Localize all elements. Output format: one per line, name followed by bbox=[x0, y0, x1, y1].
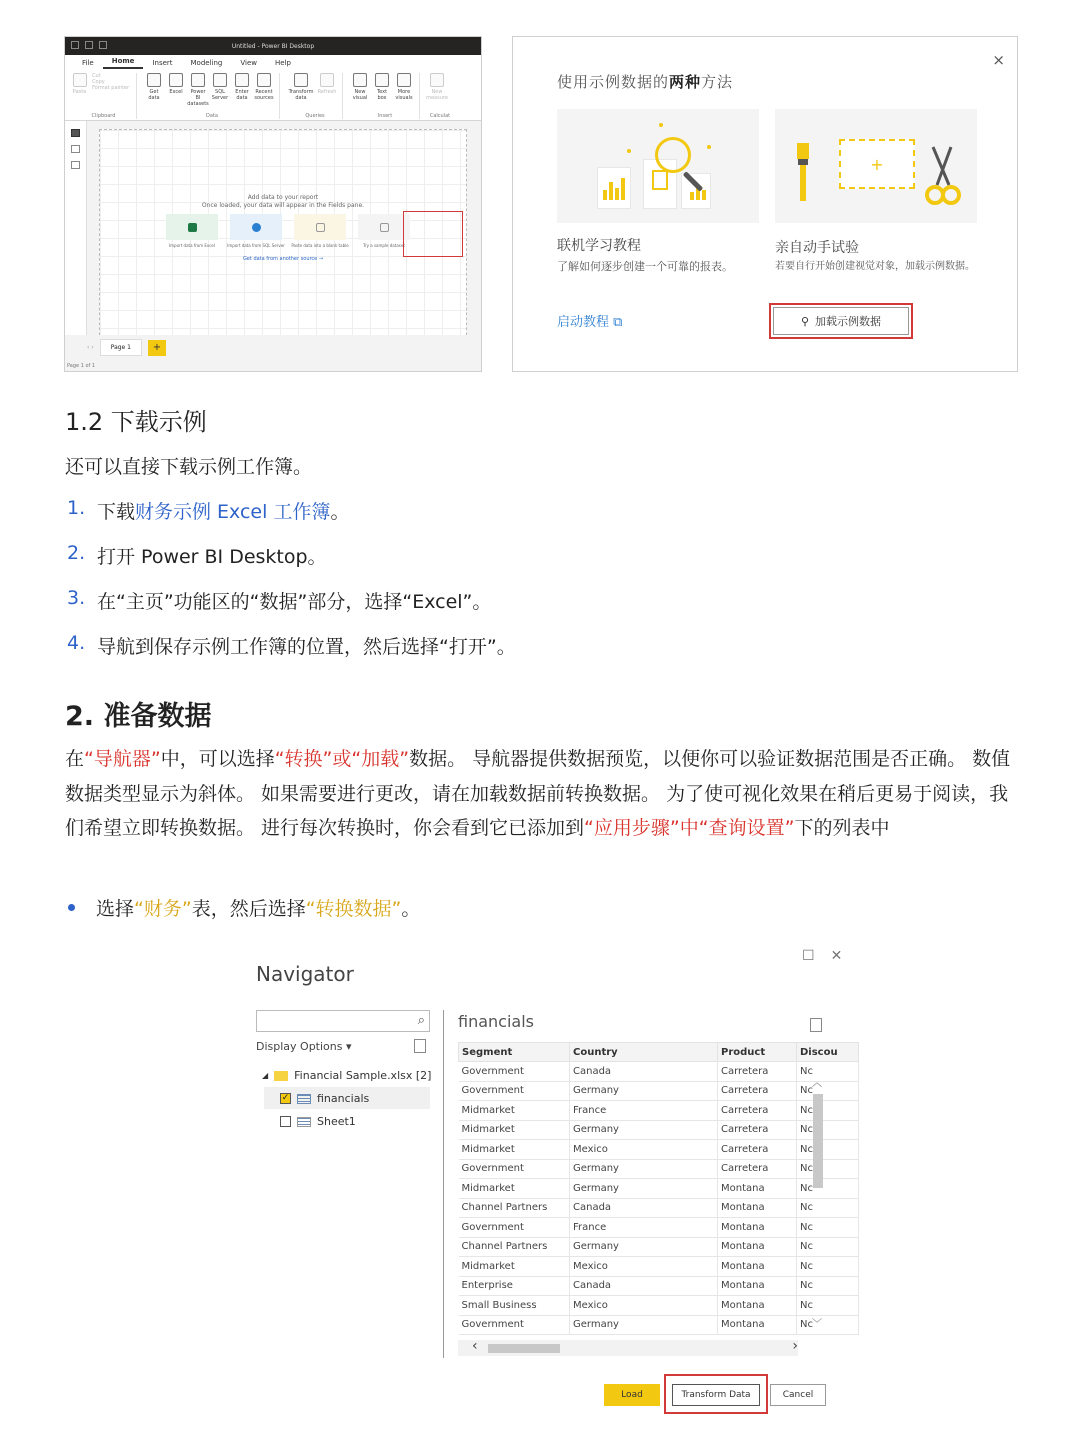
tab-home[interactable]: Home bbox=[103, 57, 144, 69]
excel-icon bbox=[188, 223, 197, 232]
table-cell: Nc bbox=[797, 1062, 859, 1082]
excel-workbook-link[interactable]: 财务示例 Excel 工作簿 bbox=[135, 501, 331, 523]
table-cell: Nc bbox=[797, 1276, 859, 1296]
navigator-title: Navigator bbox=[256, 962, 354, 986]
table-cell: France bbox=[570, 1101, 718, 1121]
calculator-icon bbox=[430, 73, 444, 87]
load-sample-data-button[interactable]: ⚲ 加载示例数据 bbox=[773, 307, 909, 335]
cut-button[interactable]: Cut bbox=[92, 73, 101, 79]
try-illustration bbox=[775, 109, 977, 223]
scroll-right-icon[interactable]: › bbox=[792, 1338, 798, 1354]
table-cell: Montana bbox=[718, 1198, 797, 1218]
tab-file[interactable]: File bbox=[82, 59, 94, 67]
table-cell: Germany bbox=[570, 1315, 718, 1335]
scroll-up-icon[interactable]: ︿ bbox=[812, 1078, 822, 1089]
table-cell: Germany bbox=[570, 1120, 718, 1140]
ribbon-group-insert bbox=[351, 73, 420, 119]
pane-divider[interactable] bbox=[443, 1010, 444, 1358]
tab-view[interactable]: View bbox=[240, 59, 257, 67]
table-cell: Channel Partners bbox=[459, 1237, 570, 1257]
transform-icon bbox=[294, 73, 308, 87]
scroll-left-icon[interactable]: ‹ bbox=[472, 1338, 478, 1354]
table-cell: Montana bbox=[718, 1315, 797, 1335]
clipboard-icon bbox=[316, 223, 325, 232]
tab-modeling[interactable]: Modeling bbox=[190, 59, 223, 67]
new-visual-button[interactable]: New visual bbox=[351, 73, 369, 119]
table-row bbox=[459, 1140, 859, 1160]
data-source-cards bbox=[166, 214, 410, 248]
excel-icon bbox=[169, 73, 183, 87]
table-cell: France bbox=[570, 1218, 718, 1238]
table-cell: Montana bbox=[718, 1296, 797, 1316]
chart-doc-icon bbox=[597, 167, 631, 209]
table-cell: Nc bbox=[797, 1257, 859, 1277]
table-cell: Montana bbox=[718, 1276, 797, 1296]
table-row bbox=[459, 1237, 859, 1257]
tree-item-sheet1[interactable]: Sheet1 bbox=[280, 1115, 356, 1128]
refresh-icon bbox=[320, 73, 334, 87]
powerbi-screenshot bbox=[64, 36, 482, 372]
table-cell: Canada bbox=[570, 1198, 718, 1218]
table-cell: Carretera bbox=[718, 1159, 797, 1179]
start-tutorial-link[interactable]: 启动教程 ⧉ bbox=[557, 315, 623, 330]
table-cell: Montana bbox=[718, 1179, 797, 1199]
list-item: 2. 打开 Power BI Desktop。 bbox=[67, 542, 327, 568]
column-header: Product bbox=[718, 1043, 797, 1062]
table-cell: Mexico bbox=[570, 1296, 718, 1316]
search-icon[interactable]: ⌕ bbox=[417, 1013, 425, 1028]
refresh-preview-icon[interactable] bbox=[414, 1039, 426, 1053]
table-cell: Small Business bbox=[459, 1296, 570, 1316]
table-cell: Carretera bbox=[718, 1120, 797, 1140]
table-cell: Nc bbox=[797, 1296, 859, 1316]
report-view-icon[interactable] bbox=[71, 129, 80, 137]
table-cell: Midmarket bbox=[459, 1140, 570, 1160]
table-cell: Mexico bbox=[570, 1257, 718, 1277]
bullet-dot bbox=[68, 904, 75, 911]
table-cell: Nc bbox=[797, 1120, 859, 1140]
page-bar bbox=[65, 335, 481, 371]
table-cell: Germany bbox=[570, 1159, 718, 1179]
copy-button[interactable]: Copy bbox=[92, 79, 105, 85]
pbi-titlebar bbox=[65, 37, 481, 55]
table-cell: Nc bbox=[797, 1218, 859, 1238]
ribbon-group-label: Data bbox=[206, 113, 218, 119]
bullet-item: 选择 “财务” 表，然后选择 “转换数据” 。 bbox=[68, 894, 420, 921]
table-cell: Mexico bbox=[570, 1140, 718, 1160]
sql-icon bbox=[213, 73, 227, 87]
paste-icon bbox=[73, 73, 87, 87]
table-row bbox=[459, 1120, 859, 1140]
chart-icon bbox=[353, 73, 367, 87]
table-cell: Nc bbox=[797, 1315, 859, 1335]
quick-access-toolbar bbox=[71, 41, 107, 49]
magnifier-icon bbox=[655, 137, 691, 173]
close-icon[interactable]: ✕ bbox=[830, 948, 843, 964]
sheet-icon bbox=[297, 1117, 311, 1127]
pbi-window-title: Untitled - Power BI Desktop bbox=[231, 42, 315, 50]
table-cell: Government bbox=[459, 1062, 570, 1082]
add-page-button[interactable]: + bbox=[148, 340, 166, 356]
table-cell: Montana bbox=[718, 1237, 797, 1257]
plug-icon: ⚲ bbox=[800, 314, 810, 328]
load-button[interactable]: Load bbox=[604, 1384, 660, 1406]
preview-options-icon[interactable] bbox=[810, 1018, 822, 1032]
card-excel[interactable]: Import data from Excel bbox=[166, 214, 218, 240]
tab-insert[interactable]: Insert bbox=[152, 59, 173, 67]
table-cell: Government bbox=[459, 1218, 570, 1238]
table-cell: Canada bbox=[570, 1062, 718, 1082]
pbi-ribbon bbox=[65, 69, 481, 121]
table-cell: Nc bbox=[797, 1081, 859, 1101]
transform-data-button[interactable]: Transform data bbox=[288, 73, 314, 119]
table-cell: Germany bbox=[570, 1081, 718, 1101]
card-paste[interactable]: Paste data into a blank table bbox=[294, 214, 346, 240]
page-nav-arrows[interactable]: ‹ › bbox=[87, 344, 94, 351]
page-tabs bbox=[87, 339, 166, 356]
table-cell: Nc bbox=[797, 1159, 859, 1179]
canvas-message: Add data to your report Once loaded, your data will appear in the Fields pane. bbox=[201, 194, 365, 209]
table-row bbox=[459, 1062, 859, 1082]
ribbon-group-queries bbox=[288, 73, 343, 119]
new-measure-button[interactable]: New measure bbox=[428, 73, 446, 119]
database-icon bbox=[252, 223, 261, 232]
table-cell: Canada bbox=[570, 1276, 718, 1296]
table-cell: Carretera bbox=[718, 1062, 797, 1082]
status-bar: Page 1 of 1 bbox=[67, 363, 96, 369]
get-data-icon bbox=[147, 73, 161, 87]
visuals-icon bbox=[397, 73, 411, 87]
save-icon[interactable] bbox=[71, 41, 79, 49]
table-cell: Germany bbox=[570, 1179, 718, 1199]
ribbon-group-label: Calculat bbox=[429, 113, 451, 119]
format-painter-button[interactable]: Format painter bbox=[92, 85, 130, 91]
more-visuals-button[interactable]: More visuals bbox=[395, 73, 413, 119]
ribbon-group-label: Queries bbox=[305, 113, 325, 119]
paintbrush-icon bbox=[797, 143, 809, 201]
table-row bbox=[459, 1257, 859, 1277]
table-cell: Germany bbox=[570, 1237, 718, 1257]
table-cell: Midmarket bbox=[459, 1101, 570, 1121]
preview-table bbox=[458, 1042, 838, 1336]
table-cell: Midmarket bbox=[459, 1179, 570, 1199]
section-heading-2: 2. 准备数据 bbox=[65, 701, 212, 732]
vertical-scrollbar[interactable] bbox=[810, 1074, 824, 1330]
pbi-ribbon-tabs bbox=[65, 55, 481, 69]
table-cell: Carretera bbox=[718, 1101, 797, 1121]
display-options-dropdown[interactable]: Display Options ▾ bbox=[256, 1040, 352, 1053]
ribbon-group-clipboard bbox=[71, 73, 137, 119]
horizontal-scrollbar[interactable] bbox=[458, 1340, 798, 1356]
table-row bbox=[459, 1315, 859, 1335]
text-box-button[interactable]: Text box bbox=[373, 73, 391, 119]
tutorial-desc: 了解如何逐步创建一个可靠的报表。 bbox=[557, 260, 733, 273]
table-cell: Midmarket bbox=[459, 1257, 570, 1277]
model-view-icon[interactable] bbox=[71, 161, 80, 169]
refresh-button[interactable]: Refresh bbox=[318, 73, 336, 119]
get-data-button[interactable]: Get data bbox=[145, 73, 163, 119]
transform-data-button[interactable]: Transform Data bbox=[672, 1384, 760, 1406]
undo-icon[interactable] bbox=[85, 41, 93, 49]
table-row bbox=[459, 1081, 859, 1101]
window-controls bbox=[802, 948, 842, 964]
scroll-thumb[interactable] bbox=[813, 1094, 823, 1188]
close-icon[interactable]: × bbox=[992, 51, 1005, 69]
table-cell: Carretera bbox=[718, 1081, 797, 1101]
tab-help[interactable]: Help bbox=[274, 59, 291, 67]
table-cell: Channel Partners bbox=[459, 1198, 570, 1218]
table-row bbox=[459, 1276, 859, 1296]
table-row bbox=[459, 1218, 859, 1238]
ribbon-group-data bbox=[145, 73, 280, 119]
ribbon-group-label: Insert bbox=[377, 113, 393, 119]
table-cell: Nc bbox=[797, 1140, 859, 1160]
table-row bbox=[459, 1179, 859, 1199]
table-cell: Midmarket bbox=[459, 1120, 570, 1140]
ribbon-group-calculations bbox=[428, 73, 452, 119]
text-icon bbox=[375, 73, 389, 87]
table-cell: Nc bbox=[797, 1198, 859, 1218]
list-item: 4. 导航到保存示例工作簿的位置，然后选择“打开”。 bbox=[67, 632, 516, 658]
view-switcher bbox=[65, 121, 87, 355]
scroll-down-icon[interactable]: ﹀ bbox=[812, 1319, 822, 1330]
recent-icon bbox=[257, 73, 271, 87]
highlight-box bbox=[403, 211, 463, 257]
excel-button[interactable]: Excel bbox=[167, 73, 185, 119]
table-cell: Government bbox=[459, 1159, 570, 1179]
ribbon-group-label: Clipboard bbox=[91, 113, 116, 119]
table-icon bbox=[297, 1094, 311, 1104]
table-cell: Montana bbox=[718, 1257, 797, 1277]
table-icon bbox=[235, 73, 249, 87]
table-row bbox=[459, 1159, 859, 1179]
checkbox-checked[interactable]: ✓ bbox=[281, 1093, 290, 1103]
recent-sources-button[interactable]: Recent sources bbox=[255, 73, 273, 119]
table-cell: Nc bbox=[797, 1101, 859, 1121]
section-paragraph: 在“导航器”中，可以选择“转换”或“加载”数据。 导航器提供数据预览，以便你可以验证数据范围是否正确。 数值数据类型显示为斜体。 如果需要进行更改，请在加载数据前转换数据。 为了使可视化效果在稍后更易于阅读，我们希望立即转换数据。 进行每次转换时，你会看到它已添加到“应用步骤”中“查询设置”下的列表中 bbox=[65, 748, 1011, 839]
table-cell: Carretera bbox=[718, 1140, 797, 1160]
dataset-icon bbox=[191, 73, 205, 87]
try-title: 亲自动手试验 bbox=[775, 240, 859, 256]
tree-file-node[interactable]: ◢ Financial Sample.xlsx [2] bbox=[262, 1069, 432, 1082]
table-row bbox=[459, 1101, 859, 1121]
cancel-button[interactable]: Cancel bbox=[770, 1384, 826, 1406]
table-cell: Nc bbox=[797, 1179, 859, 1199]
column-header: Country bbox=[570, 1043, 718, 1062]
list-item: 1. 下载 财务示例 Excel 工作簿 。 bbox=[67, 497, 350, 523]
page-tab[interactable]: Page 1 bbox=[100, 339, 142, 356]
dialog-title: 使用示例数据的两种方法 bbox=[557, 73, 734, 91]
preview-title: financials bbox=[458, 1012, 534, 1031]
section-intro: 还可以直接下载示例工作簿。 bbox=[65, 456, 313, 478]
expand-triangle-icon[interactable]: ◢ bbox=[262, 1071, 269, 1080]
table-row bbox=[459, 1198, 859, 1218]
column-header: Discou bbox=[797, 1043, 859, 1062]
try-desc: 若要自行开始创建视觉对象，加载示例数据。 bbox=[775, 261, 975, 272]
table-cell: Government bbox=[459, 1315, 570, 1335]
data-view-icon[interactable] bbox=[71, 145, 80, 153]
table-cell: Enterprise bbox=[459, 1276, 570, 1296]
table-header-row bbox=[459, 1043, 859, 1062]
search-input[interactable] bbox=[256, 1010, 430, 1032]
maximize-icon[interactable]: ☐ bbox=[802, 948, 815, 964]
sql-server-button[interactable]: SQL Server bbox=[211, 73, 229, 119]
tutorial-title: 联机学习教程 bbox=[557, 238, 641, 254]
card-sql[interactable]: Import data from SQL Server bbox=[230, 214, 282, 240]
sample-icon bbox=[380, 223, 389, 232]
scroll-thumb[interactable] bbox=[488, 1344, 560, 1353]
table-row bbox=[459, 1296, 859, 1316]
list-item: 3. 在“主页”功能区的“数据”部分，选择“Excel”。 bbox=[67, 587, 492, 613]
sample-data-dialog bbox=[512, 36, 1018, 372]
get-data-other-link[interactable]: Get data from another source → bbox=[242, 256, 324, 262]
table-cell: Government bbox=[459, 1081, 570, 1101]
powerbi-datasets-button[interactable]: Power BI datasets bbox=[189, 73, 207, 119]
folder-icon bbox=[274, 1071, 288, 1081]
tree-item-financials[interactable]: ✓ financials bbox=[281, 1092, 370, 1105]
tutorial-illustration bbox=[557, 109, 759, 223]
column-header: Segment bbox=[459, 1043, 570, 1062]
section-heading-1-2: 1.2 下载示例 bbox=[65, 408, 207, 436]
enter-data-button[interactable]: Enter data bbox=[233, 73, 251, 119]
card-sample[interactable]: Try a sample dataset bbox=[358, 214, 410, 240]
scissors-icon bbox=[925, 145, 959, 209]
table-cell: Montana bbox=[718, 1218, 797, 1238]
paste-button[interactable]: Paste bbox=[71, 73, 88, 119]
checkbox-unchecked[interactable] bbox=[280, 1116, 291, 1127]
redo-icon[interactable] bbox=[99, 41, 107, 49]
table-cell: Nc bbox=[797, 1237, 859, 1257]
dashed-frame: + bbox=[839, 139, 915, 189]
